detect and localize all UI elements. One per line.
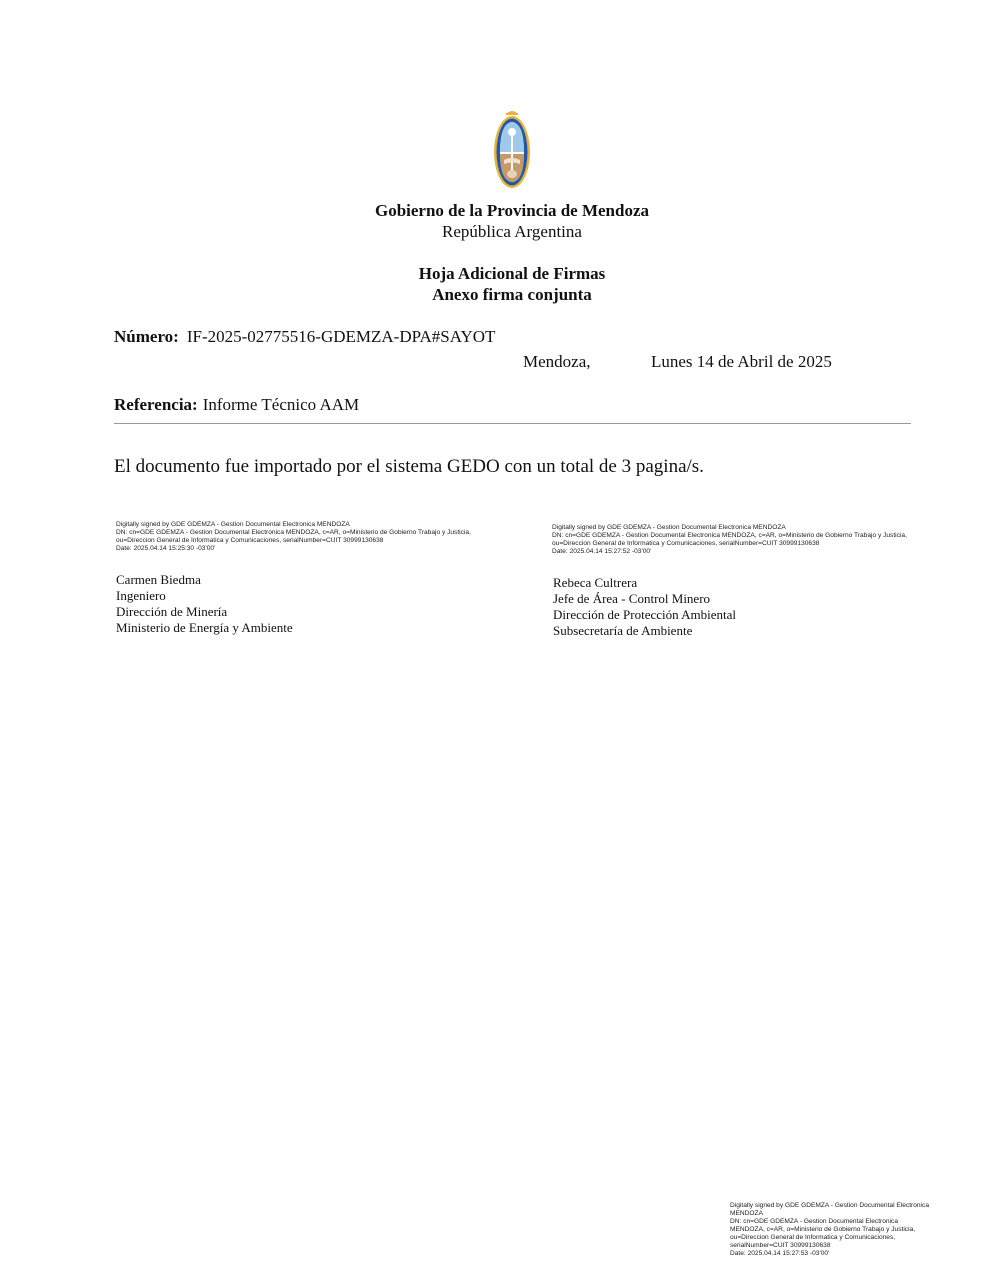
stamp-line: Date: 2025.04.14 15:27:53 -03'00' [730, 1250, 830, 1257]
stamp-line: Date: 2025.04.14 15:25:30 -03'00' [116, 545, 216, 552]
footer-signature-stamp [730, 1202, 929, 1258]
stamp-line: DN: cn=GDE GDEMZA - Gestion Documental Electronica [730, 1218, 899, 1225]
stamp-line: ou=Direccion General de Informatica y Comunicaciones, [730, 1234, 896, 1241]
reference-value: Informe Técnico AAM [202, 395, 360, 414]
import-note: El documento fue importado por el sistema GEDO con un total de 3 pagina/s. [114, 456, 704, 477]
government-title: Gobierno de la Provincia de Mendoza [374, 201, 650, 220]
signer-ministry: Ministerio de Energía y Ambiente [116, 620, 293, 635]
stamp-line: ou=Direccion General de Informatica y Comunicaciones, serialNumber=CUIT 30999130638 [116, 537, 384, 544]
document-reference [114, 395, 359, 415]
digital-signature-stamp [116, 521, 471, 553]
stamp-line: Digitally signed by GDE GDEMZA - Gestion Documental Electronica MENDOZA [552, 524, 786, 531]
number-label: Número: [114, 327, 179, 346]
sheet-title: Hoja Adicional de Firmas [418, 264, 606, 283]
signer-ministry: Subsecretaría de Ambiente [553, 623, 693, 638]
reference-label: Referencia: [114, 395, 198, 414]
sheet-subtitle: Anexo firma conjunta [432, 285, 592, 304]
signer-block [553, 575, 736, 639]
signer-position: Ingeniero [116, 588, 166, 603]
number-value: IF-2025-02775516-GDEMZA-DPA#SAYOT [186, 327, 496, 346]
stamp-line: Digitally signed by GDE GDEMZA - Gestion Documental Electronica [730, 1202, 929, 1209]
stamp-line: MENDOZA [730, 1210, 763, 1217]
stamp-line: ou=Direccion General de Informatica y Comunicaciones, serialNumber=CUIT 30999130638 [552, 540, 820, 547]
signer-office: Dirección de Minería [116, 604, 228, 619]
stamp-line: serialNumber=CUIT 30999130638 [730, 1242, 831, 1249]
signer-name: Carmen Biedma [116, 572, 201, 587]
stamp-line: DN: cn=GDE GDEMZA - Gestion Documental Electronica MENDOZA, c=AR, o=Ministerio de Gobierno Trabajo y Justicia, [116, 529, 471, 536]
stamp-line: MENDOZA, c=AR, o=Ministerio de Gobierno Trabajo y Justicia, [730, 1226, 916, 1233]
stamp-line: Date: 2025.04.14 15:27:52 -03'00' [552, 548, 652, 555]
country-subtitle: República Argentina [442, 222, 582, 241]
divider [114, 423, 911, 424]
signer-office: Dirección de Protección Ambiental [553, 607, 737, 622]
signer-name: Rebeca Cultrera [553, 575, 638, 590]
document-number [114, 327, 495, 347]
stamp-line: DN: cn=GDE GDEMZA - Gestion Documental Electronica MENDOZA, c=AR, o=Ministerio de Gobierno Trabajo y Justicia, [552, 532, 907, 539]
stamp-line: Digitally signed by GDE GDEMZA - Gestion Documental Electronica MENDOZA [116, 521, 350, 528]
document-date: Lunes 14 de Abril de 2025 [651, 352, 832, 371]
signer-position: Jefe de Área - Control Minero [553, 591, 711, 606]
mendoza-crest-icon [492, 108, 532, 190]
place-label: Mendoza, [523, 352, 591, 371]
digital-signature-stamp [552, 524, 907, 556]
signer-block [116, 572, 293, 636]
